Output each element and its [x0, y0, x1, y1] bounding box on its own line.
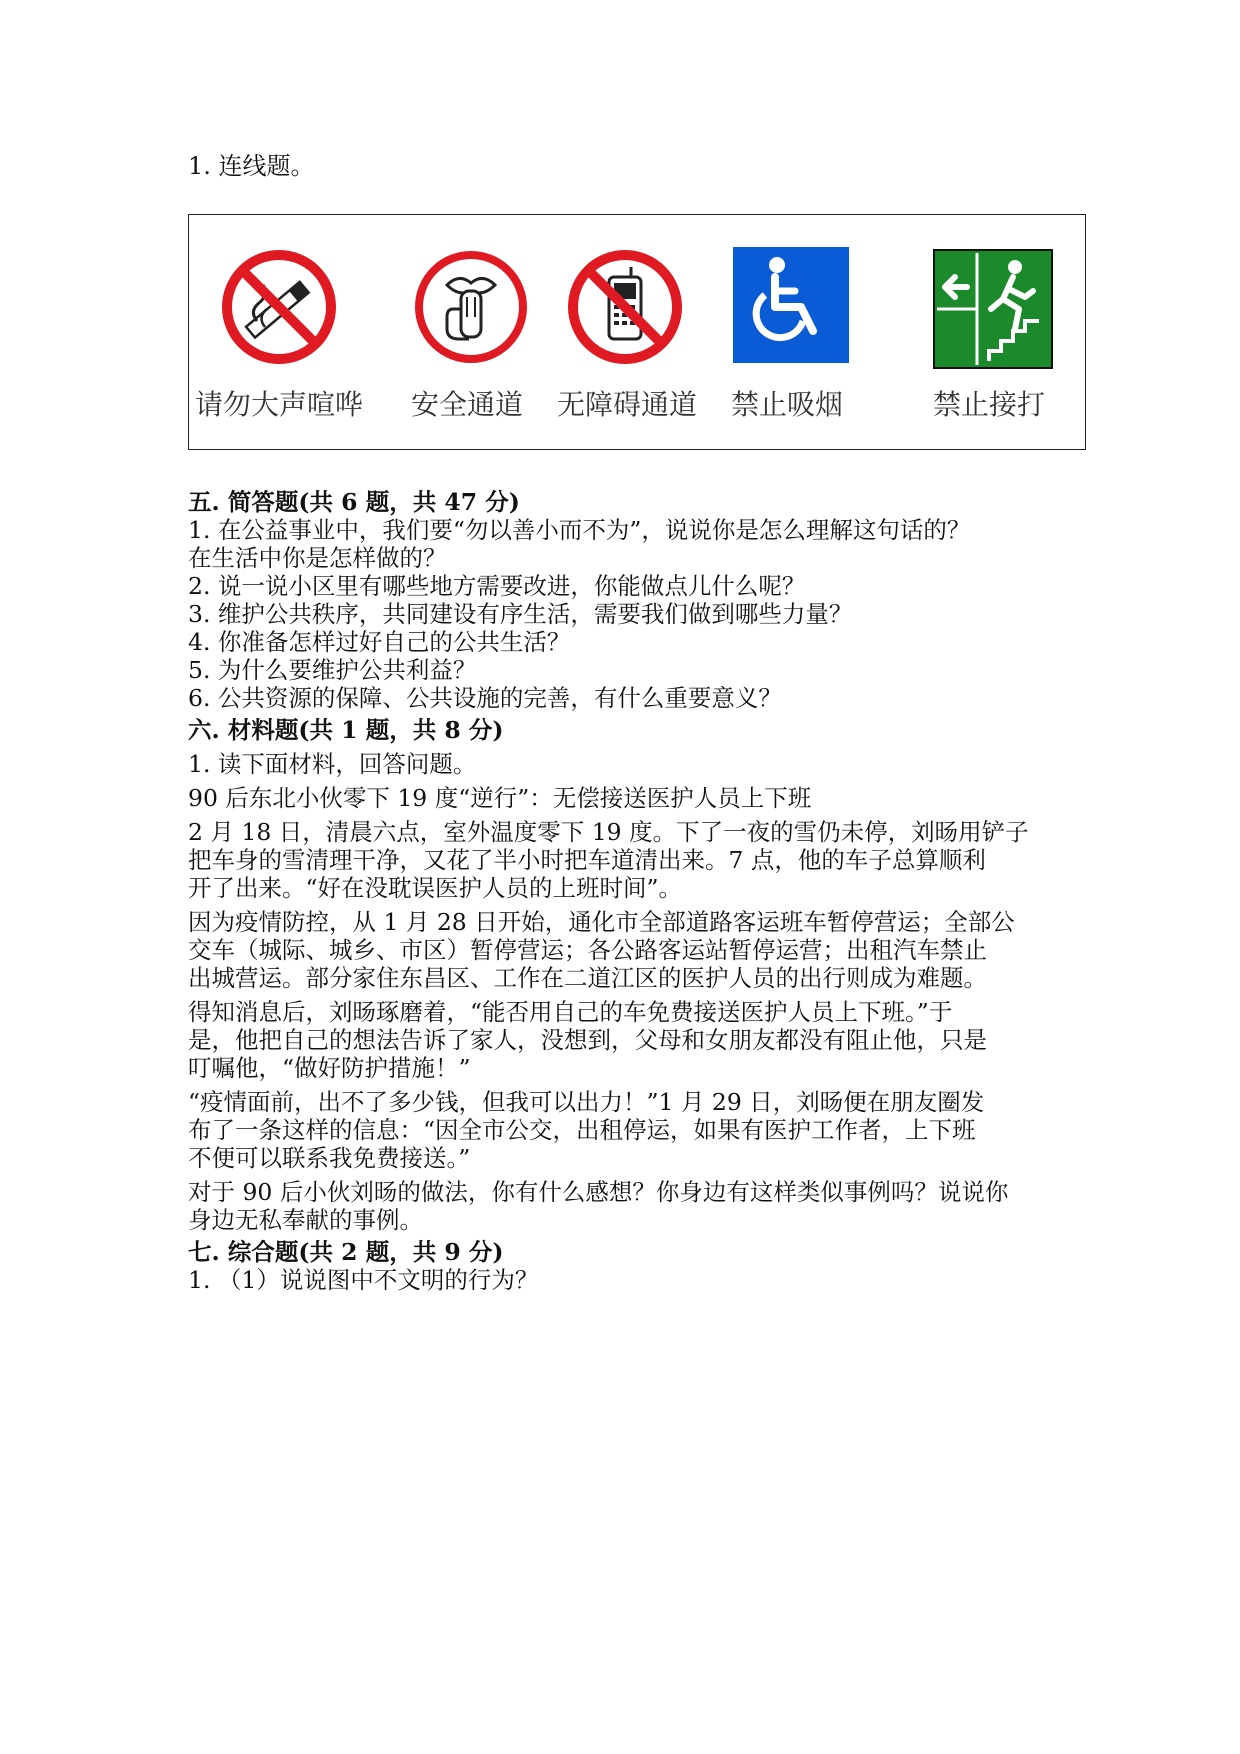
s7-item-1: 1. （1）说说图中不文明的行为？: [188, 1266, 539, 1294]
signs-figure: [188, 214, 1086, 450]
s6-p5-line: 对于 90 后小伙刘旸的做法，你有什么感想？你身边有这样类似事例吗？说说你: [188, 1178, 1009, 1206]
section-7-heading: 七. 综合题(共 2 题，共 9 分): [188, 1238, 504, 1266]
no-phone-icon: [565, 247, 685, 367]
s6-intro: 1. 读下面材料，回答问题。: [188, 750, 477, 778]
s6-paragraph-5: [188, 1178, 1068, 1234]
wheelchair-accessible-icon: [731, 245, 851, 365]
s6-p3-line: 是，他把自己的想法告诉了家人，没想到，父母和女朋友都没有阻止他，只是: [188, 1026, 987, 1054]
s6-p3-line: 得知消息后，刘旸琢磨着，“能否用自己的车免费接送医护人员上下班。”于: [188, 998, 953, 1026]
question-content: [188, 484, 1068, 1294]
s6-paragraph-1: [188, 818, 1068, 902]
s6-p1-line: 开了出来。“好在没耽误医护人员的上班时间”。: [188, 874, 683, 902]
section-6-heading: 六. 材料题(共 1 题，共 8 分): [188, 716, 504, 744]
s6-p4-line: 不便可以联系我免费接送。”: [188, 1144, 471, 1172]
s5-item-3: 3. 维护公共秩序，共同建设有序生活，需要我们做到哪些力量？: [188, 600, 853, 628]
s6-title: 90 后东北小伙零下 19 度“逆行”：无偿接送医护人员上下班: [188, 784, 812, 812]
s6-paragraph-2: [188, 908, 1068, 992]
s6-paragraph-4: [188, 1088, 1068, 1172]
sign-label-5: 禁止接打: [933, 388, 1046, 421]
section-5-heading: 五. 简答题(共 6 题，共 47 分): [188, 488, 520, 516]
question-1-matching: 1. 连线题。: [188, 152, 315, 180]
s6-p3-line: 叮嘱他，“做好防护措施！”: [188, 1054, 471, 1082]
sign-label-1: 请勿大声喧哗: [195, 388, 364, 421]
sign-label-4: 禁止吸烟: [731, 388, 844, 421]
s6-p4-line: 布了一条这样的信息：“因全市公交，出租停运，如果有医护工作者，上下班: [188, 1116, 976, 1144]
s6-p2-line: 因为疫情防控，从 1 月 28 日开始，通化市全部道路客运班车暂停营运；全部公: [188, 908, 1015, 936]
s5-item-1-cont: 在生活中你是怎样做的？: [188, 544, 447, 572]
s6-p1-line: 2 月 18 日，清晨六点，室外温度零下 19 度。下了一夜的雪仍未停，刘旸用铲子: [188, 818, 1029, 846]
s6-p4-line: “疫情面前，出不了多少钱，但我可以出力！”1 月 29 日，刘旸便在朋友圈发: [188, 1088, 985, 1116]
s5-item-6: 6. 公共资源的保障、公共设施的完善，有什么重要意义？: [188, 684, 782, 712]
s6-p1-line: 把车身的雪清理干净，又花了半小时把车道清出来。7 点，他的车子总算顺利: [188, 846, 986, 874]
sign-label-2: 安全通道: [411, 388, 524, 421]
s5-item-2: 2. 说一说小区里有哪些地方需要改进，你能做点儿什么呢？: [188, 572, 806, 600]
s5-item-1: 1. 在公益事业中，我们要“勿以善小而不为”，说说你是怎么理解这句话的？: [188, 516, 971, 544]
s6-p5-line: 身边无私奉献的事例。: [188, 1206, 423, 1234]
s5-item-5: 5. 为什么要维护公共利益？: [188, 656, 477, 684]
hush-quiet-icon: [411, 247, 531, 367]
sign-label-3: 无障碍通道: [557, 388, 698, 421]
s5-item-4: 4. 你准备怎样过好自己的公共生活？: [188, 628, 571, 656]
s6-paragraph-3: [188, 998, 1068, 1082]
s6-p2-line: 出城营运。部分家住东昌区、工作在二道江区的医护人员的出行则成为难题。: [188, 964, 987, 992]
emergency-exit-icon: [933, 249, 1053, 369]
no-smoking-icon: [219, 247, 339, 367]
s6-p2-line: 交车（城际、城乡、市区）暂停营运；各公路客运站暂停运营；出租汽车禁止: [188, 936, 987, 964]
